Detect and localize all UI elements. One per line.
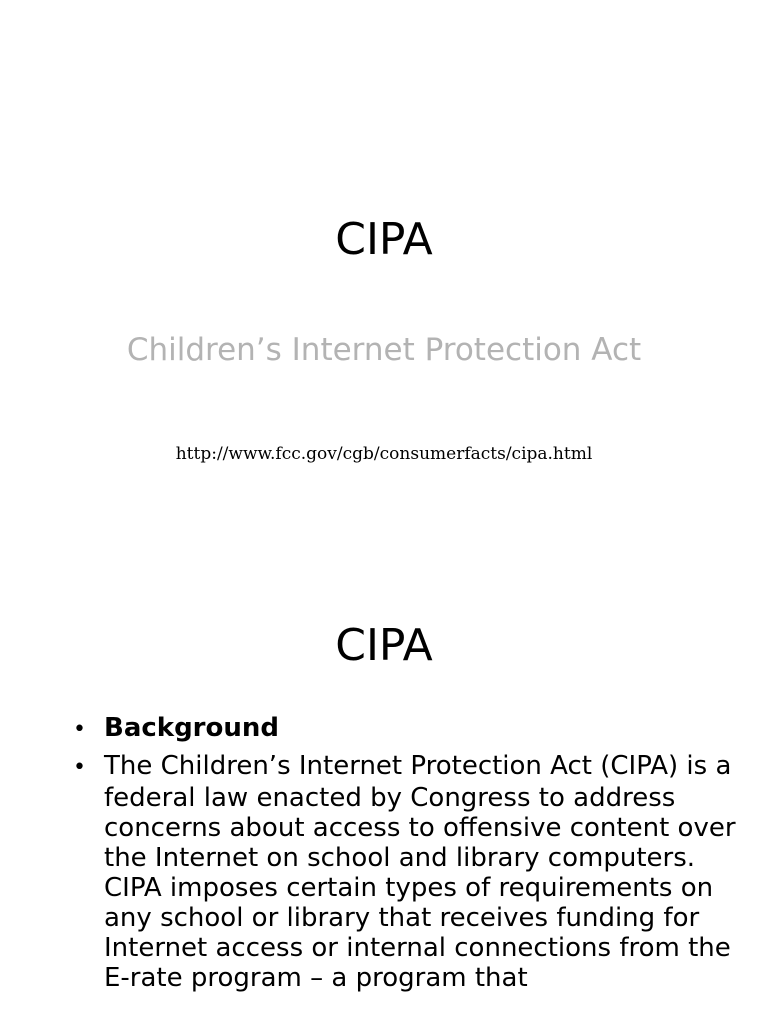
bullet-item-background [44,713,744,745]
bullet-text: The Children’s Internet Protection Act (CIPA) is a federal law enacted by Congress to address concerns about access to offensive content over the Internet on school and library computers. CIPA imposes certain types of requirements on any school or library that receives funding for Internet access or internal connections from the E-rate program – a program that [104,751,736,993]
bullet-item-description [44,751,744,993]
bullet-heading: Background [104,713,279,743]
slide-subtitle: Children’s Internet Protection Act [126,332,642,368]
bullet-icon: • [73,755,86,780]
bullet-icon: • [73,717,86,742]
slide-title: CIPA [335,214,433,265]
source-url-link[interactable]: http://www.fcc.gov/cgb/consumerfacts/cipa.html [175,444,593,464]
content-slide [0,576,768,1024]
bullet-list [44,713,744,999]
slide-title: CIPA [335,620,433,671]
